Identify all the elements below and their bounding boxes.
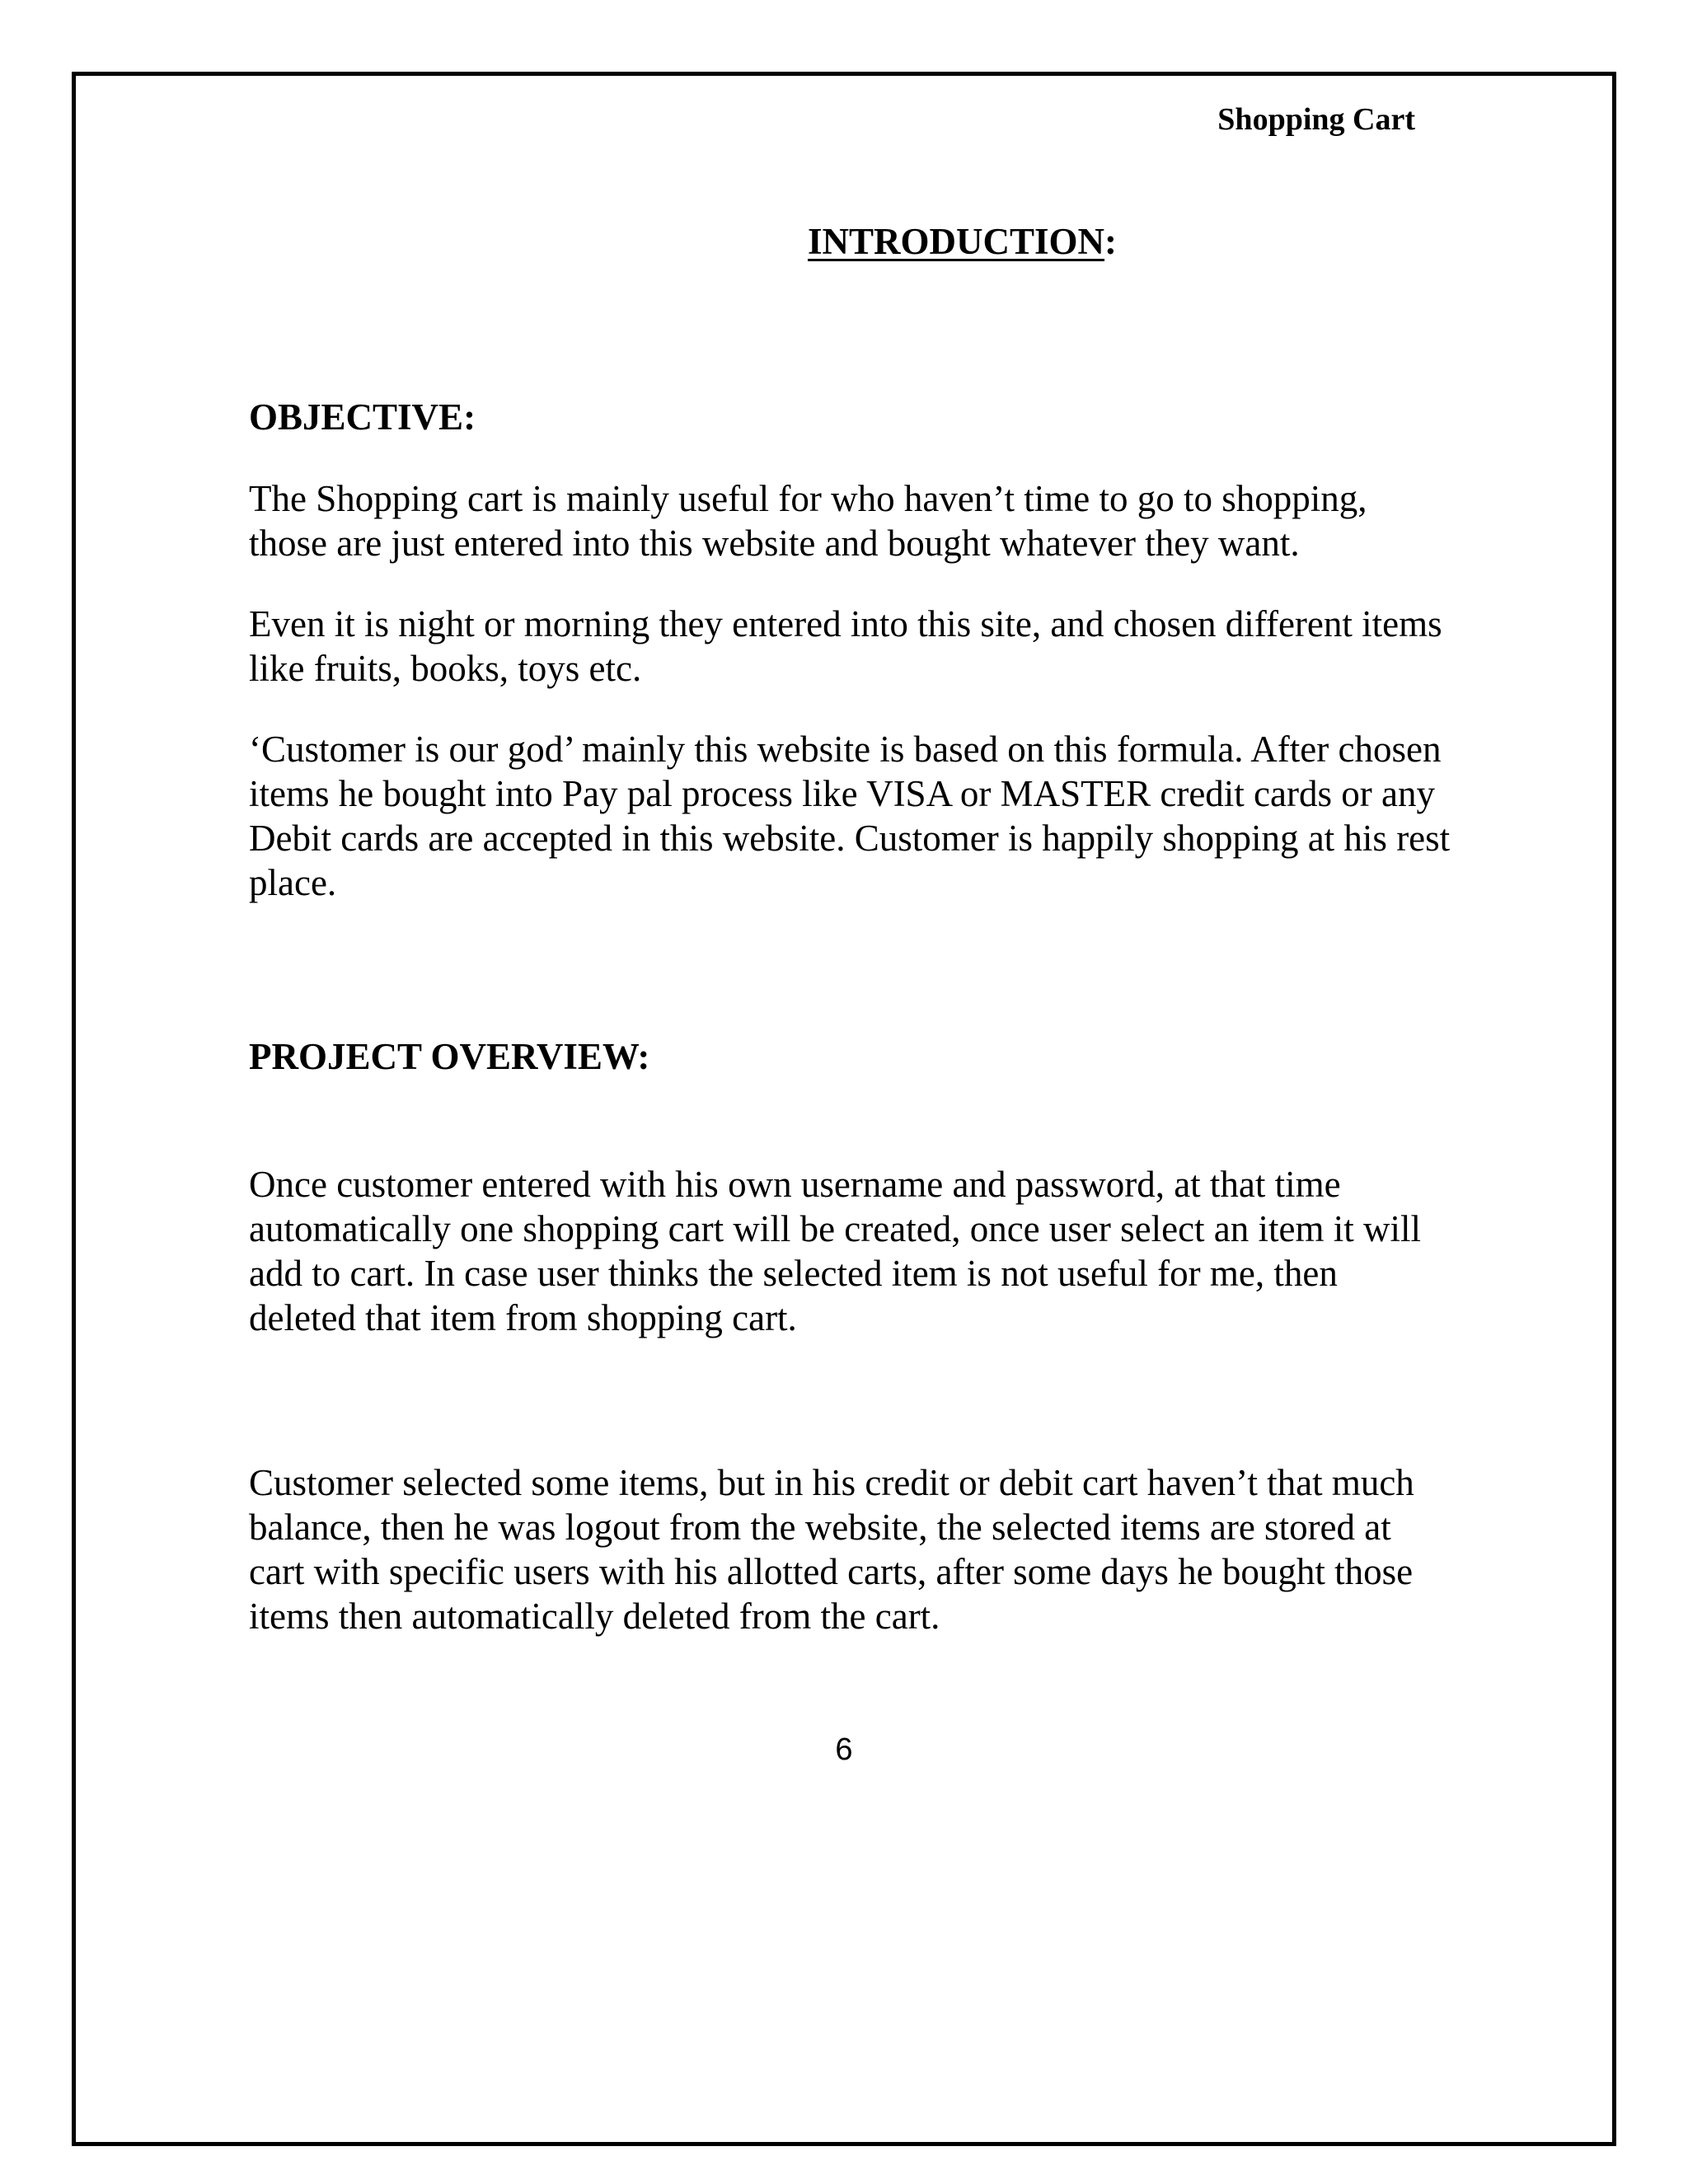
project-overview-paragraph-1: Once customer entered with his own username and password, at that time automatically one shopping cart will be created, once user select an item it will add to cart. In case user thinks the selected item is not useful for me, then deleted that item from shopping cart. xyxy=(249,1164,1422,1338)
introduction-title xyxy=(808,218,1117,265)
page-number: 6 xyxy=(835,1732,853,1767)
objective-heading: OBJECTIVE: xyxy=(249,396,476,438)
running-header: Shopping Cart xyxy=(1217,102,1415,137)
objective-paragraph-1: The Shopping cart is mainly useful for who haven’t time to go to shopping, those are just entered into this website and bought whatever they want. xyxy=(249,478,1367,564)
project-overview-heading: PROJECT OVERVIEW: xyxy=(249,1036,650,1077)
objective-paragraph-3: ‘Customer is our god’ mainly this website is based on this formula. After chosen items he bought into Pay pal process like VISA or MASTER credit cards or any Debit cards are accepted in this website. Customer is happily shopping at his rest place. xyxy=(249,729,1451,903)
project-overview-paragraph-2: Customer selected some items, but in his credit or debit cart haven’t that much balance, then he was logout from the website, the selected items are stored at cart with specific users with his allotted carts, after some days he bought those items then automatically deleted from the cart. xyxy=(249,1462,1414,1637)
introduction-title-colon: : xyxy=(1104,221,1118,262)
page-border xyxy=(72,72,1616,2146)
introduction-title-text: INTRODUCTION xyxy=(808,221,1105,262)
objective-paragraph-2: Even it is night or morning they entered into this site, and chosen different items like fruits, books, toys etc. xyxy=(249,603,1442,689)
